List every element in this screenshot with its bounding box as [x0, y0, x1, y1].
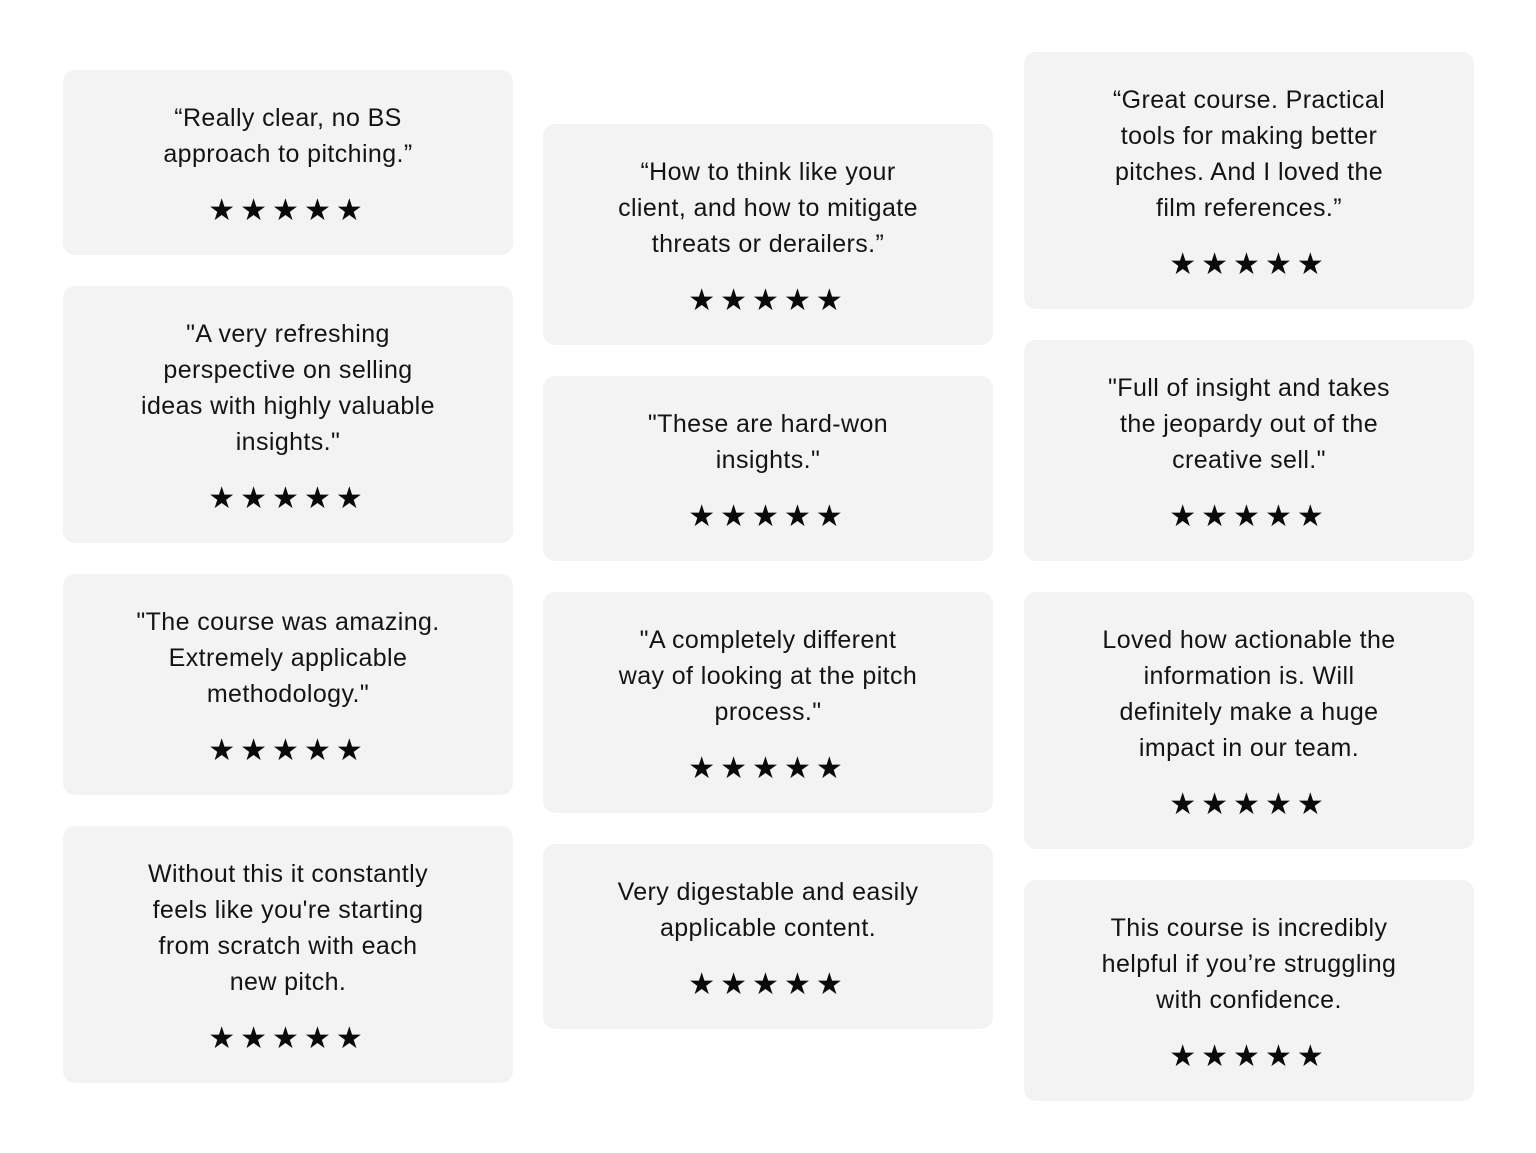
star-icon: ★ [815, 968, 848, 1001]
star-icon: ★ [1201, 500, 1234, 533]
star-icon: ★ [303, 482, 336, 515]
review-quote: "These are hard-won insights." [647, 410, 889, 474]
star-icon: ★ [272, 194, 304, 227]
star-icon: ★ [240, 482, 273, 515]
star-icon: ★ [1233, 788, 1265, 821]
star-icon: ★ [208, 1022, 241, 1055]
star-icon: ★ [335, 1022, 368, 1055]
star-icon: ★ [752, 968, 784, 1001]
review-card [1024, 880, 1474, 1101]
star-icon: ★ [720, 500, 753, 533]
star-icon: ★ [720, 284, 753, 317]
star-icon: ★ [240, 734, 273, 767]
star-icon: ★ [335, 482, 368, 515]
star-icon: ★ [1169, 248, 1202, 281]
star-icon: ★ [815, 500, 848, 533]
review-quote: "The course was amazing. Extremely applicable methodology." [136, 608, 440, 708]
star-icon: ★ [815, 752, 848, 785]
rating-stars [1024, 250, 1474, 280]
star-icon: ★ [752, 752, 784, 785]
star-icon: ★ [688, 500, 721, 533]
review-card [1024, 340, 1474, 561]
star-icon: ★ [1169, 788, 1202, 821]
star-icon: ★ [1296, 788, 1329, 821]
star-icon: ★ [688, 968, 721, 1001]
star-icon: ★ [1296, 500, 1329, 533]
review-quote: “How to think like your client, and how to mitigate threats or derailers.” [618, 158, 918, 258]
rating-stars [543, 754, 993, 784]
rating-stars [543, 502, 993, 532]
review-card [63, 286, 513, 543]
star-icon: ★ [208, 734, 241, 767]
rating-stars [543, 970, 993, 1000]
star-icon: ★ [783, 752, 816, 785]
review-card [1024, 52, 1474, 309]
rating-stars [543, 286, 993, 316]
review-quote: Loved how actionable the information is. Will definitely make a huge impact in our team. [1102, 626, 1396, 762]
star-icon: ★ [272, 482, 304, 515]
star-icon: ★ [303, 1022, 336, 1055]
star-icon: ★ [303, 194, 336, 227]
review-quote: Very digestable and easily applicable content. [617, 878, 919, 942]
star-icon: ★ [783, 968, 816, 1001]
star-icon: ★ [1201, 788, 1234, 821]
star-icon: ★ [1233, 1040, 1265, 1073]
star-icon: ★ [720, 752, 753, 785]
star-icon: ★ [1201, 1040, 1234, 1073]
star-icon: ★ [1233, 248, 1265, 281]
rating-stars [1024, 1042, 1474, 1072]
rating-stars [63, 1024, 513, 1054]
star-icon: ★ [272, 734, 304, 767]
star-icon: ★ [783, 500, 816, 533]
star-icon: ★ [240, 1022, 273, 1055]
star-icon: ★ [783, 284, 816, 317]
review-quote: "Full of insight and takes the jeopardy out of the creative sell." [1108, 374, 1390, 474]
review-quote: Without this it constantly feels like you're starting from scratch with each new pitch. [148, 860, 428, 996]
star-icon: ★ [240, 194, 273, 227]
review-quote: "A completely different way of looking at the pitch process." [618, 626, 918, 726]
star-icon: ★ [720, 968, 753, 1001]
star-icon: ★ [208, 194, 241, 227]
star-icon: ★ [815, 284, 848, 317]
review-quote: "A very refreshing perspective on selling ideas with highly valuable insights." [141, 320, 435, 456]
review-quote: “Really clear, no BS approach to pitching.” [163, 104, 413, 168]
review-card [543, 124, 993, 345]
star-icon: ★ [1296, 1040, 1329, 1073]
review-quote: This course is incredibly helpful if you’re struggling with confidence. [1101, 914, 1397, 1014]
star-icon: ★ [1264, 1040, 1297, 1073]
rating-stars [63, 484, 513, 514]
rating-stars [63, 736, 513, 766]
star-icon: ★ [335, 734, 368, 767]
review-card [63, 70, 513, 255]
review-quote: “Great course. Practical tools for making better pitches. And I loved the film references.” [1112, 86, 1386, 222]
star-icon: ★ [1169, 500, 1202, 533]
star-icon: ★ [1169, 1040, 1202, 1073]
rating-stars [1024, 790, 1474, 820]
review-card [543, 376, 993, 561]
review-card [63, 826, 513, 1083]
rating-stars [1024, 502, 1474, 532]
rating-stars [63, 196, 513, 226]
star-icon: ★ [688, 752, 721, 785]
star-icon: ★ [1264, 248, 1297, 281]
star-icon: ★ [1264, 788, 1297, 821]
review-card [543, 592, 993, 813]
star-icon: ★ [303, 734, 336, 767]
star-icon: ★ [272, 1022, 304, 1055]
star-icon: ★ [752, 500, 784, 533]
review-card [63, 574, 513, 795]
review-card [1024, 592, 1474, 849]
review-card [543, 844, 993, 1029]
star-icon: ★ [1296, 248, 1329, 281]
star-icon: ★ [1264, 500, 1297, 533]
star-icon: ★ [1201, 248, 1234, 281]
star-icon: ★ [752, 284, 784, 317]
star-icon: ★ [208, 482, 241, 515]
star-icon: ★ [688, 284, 721, 317]
star-icon: ★ [1233, 500, 1265, 533]
star-icon: ★ [335, 194, 368, 227]
